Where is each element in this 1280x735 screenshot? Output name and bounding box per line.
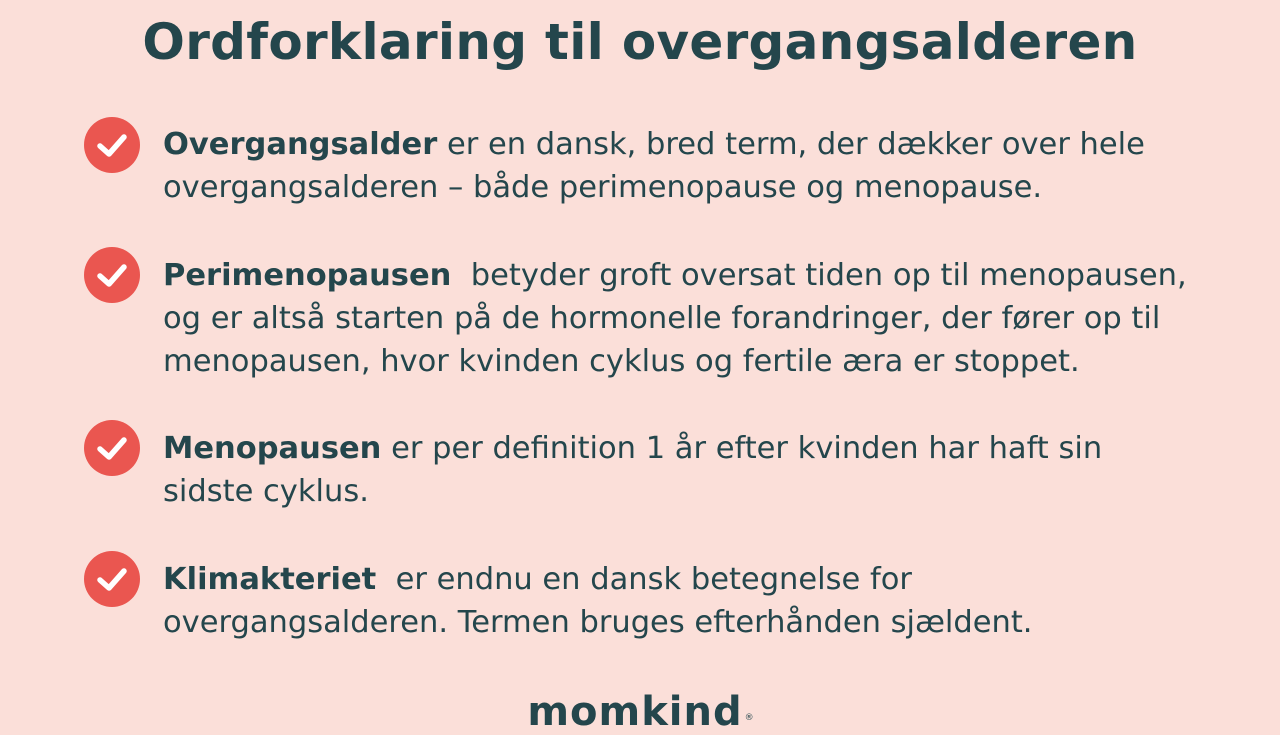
definition-line: er endnu en dansk betegnelse for bbox=[376, 562, 912, 597]
term-label: Perimenopausen bbox=[163, 258, 452, 293]
definition-text bbox=[163, 558, 1243, 644]
registered-mark: ® bbox=[744, 713, 755, 723]
definition-line: menopausen, hvor kvinden cyklus og fertile æra er stoppet. bbox=[163, 344, 1080, 379]
check-icon bbox=[84, 551, 140, 607]
definition-line: overgangsalderen. Termen bruges efterhånden sjældent. bbox=[163, 605, 1033, 640]
definition-text bbox=[163, 123, 1243, 209]
definition-text bbox=[163, 254, 1243, 383]
definition-line: overgangsalderen – både perimenopause og menopause. bbox=[163, 170, 1043, 205]
term-label: Overgangsalder bbox=[163, 127, 438, 162]
term-label: Menopausen bbox=[163, 431, 382, 466]
definition-line: sidste cyklus. bbox=[163, 474, 369, 509]
definition-line: er en dansk, bred term, der dækker over hele bbox=[437, 127, 1145, 162]
definition-line: er per definition 1 år efter kvinden har haft sin bbox=[381, 431, 1103, 466]
page-title: Ordforklaring til overgangsalderen bbox=[142, 13, 1138, 71]
check-icon bbox=[84, 420, 140, 476]
definition-text bbox=[163, 427, 1243, 513]
check-icon bbox=[84, 117, 140, 173]
logo-text: momkind bbox=[527, 689, 743, 735]
brand-logo bbox=[0, 690, 1280, 734]
check-icon bbox=[84, 247, 140, 303]
definition-line: og er altså starten på de hormonelle forandringer, der fører op til bbox=[163, 301, 1161, 336]
definition-line: betyder groft oversat tiden op til menopausen, bbox=[451, 258, 1187, 293]
term-label: Klimakteriet bbox=[163, 562, 377, 597]
